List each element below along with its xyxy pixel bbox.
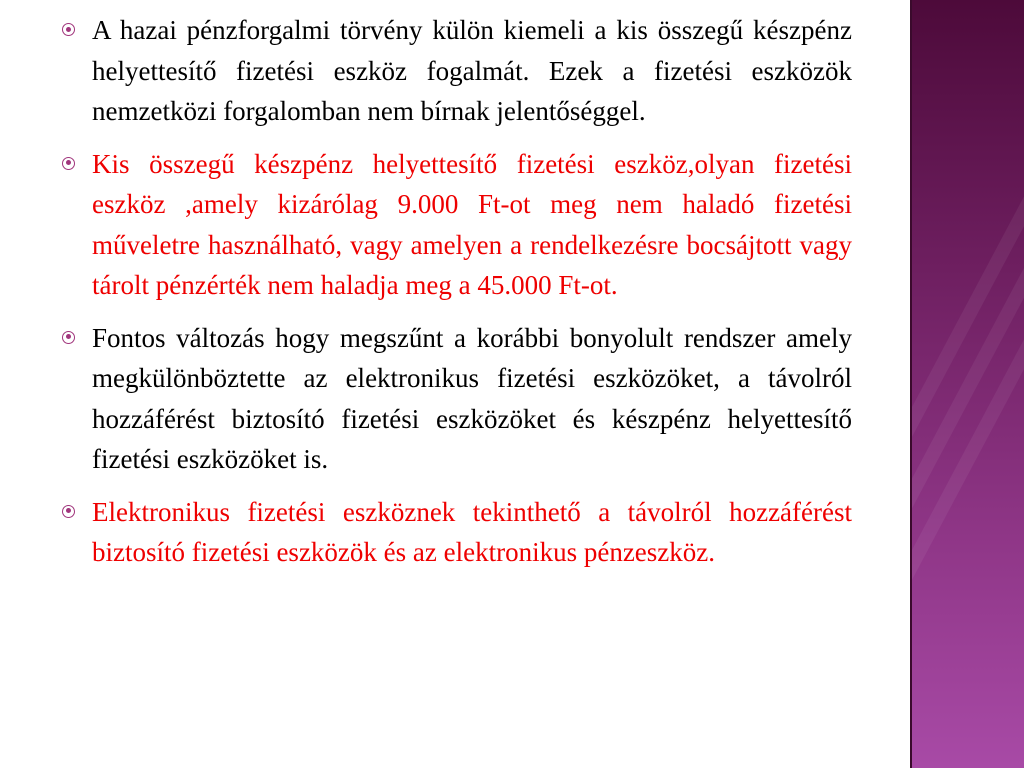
bullet-item-text: Elektronikus fizetési eszköznek tekinthető a távolról hozzáférést biztosító fizetési eszközök és az elektronikus pénzeszköz. (92, 496, 852, 567)
bullet-item-1 (62, 10, 852, 132)
bullet-item-text: Fontos változás hogy megszűnt a korábbi bonyolult rendszer amely megkülönböztette az elektronikus fizetési eszközöket, a távolról hozzáférést biztosító fizetési eszközöket és készpénz helyettesítő fizetési eszközöket is. (92, 322, 852, 474)
bullet-item-text: Kis összegű készpénz helyettesítő fizetési eszköz,olyan fizetési eszköz ,amely kizárólag 9.000 Ft-ot meg nem haladó fizetési műveletre használható, vagy amelyen a rendelkezésre bocsájtott vagy tárolt pénzérték nem haladja meg a 45.000 Ft-ot. (92, 148, 852, 300)
circle-bullet-icon (62, 331, 75, 344)
circle-bullet-icon (62, 157, 75, 170)
bullet-item-text: A hazai pénzforgalmi törvény külön kiemeli a kis összegű készpénz helyettesítő fizetési eszköz fogalmát. Ezek a fizetési eszközök nemzetközi forgalomban nem bírnak jelentőséggel. (92, 15, 852, 126)
decorative-sidebar (912, 0, 1024, 768)
circle-bullet-icon (62, 505, 75, 518)
bullet-item-4 (62, 492, 852, 573)
bullet-list (62, 10, 852, 585)
circle-bullet-icon (62, 23, 75, 36)
bullet-item-3 (62, 318, 852, 480)
bullet-item-2 (62, 144, 852, 306)
